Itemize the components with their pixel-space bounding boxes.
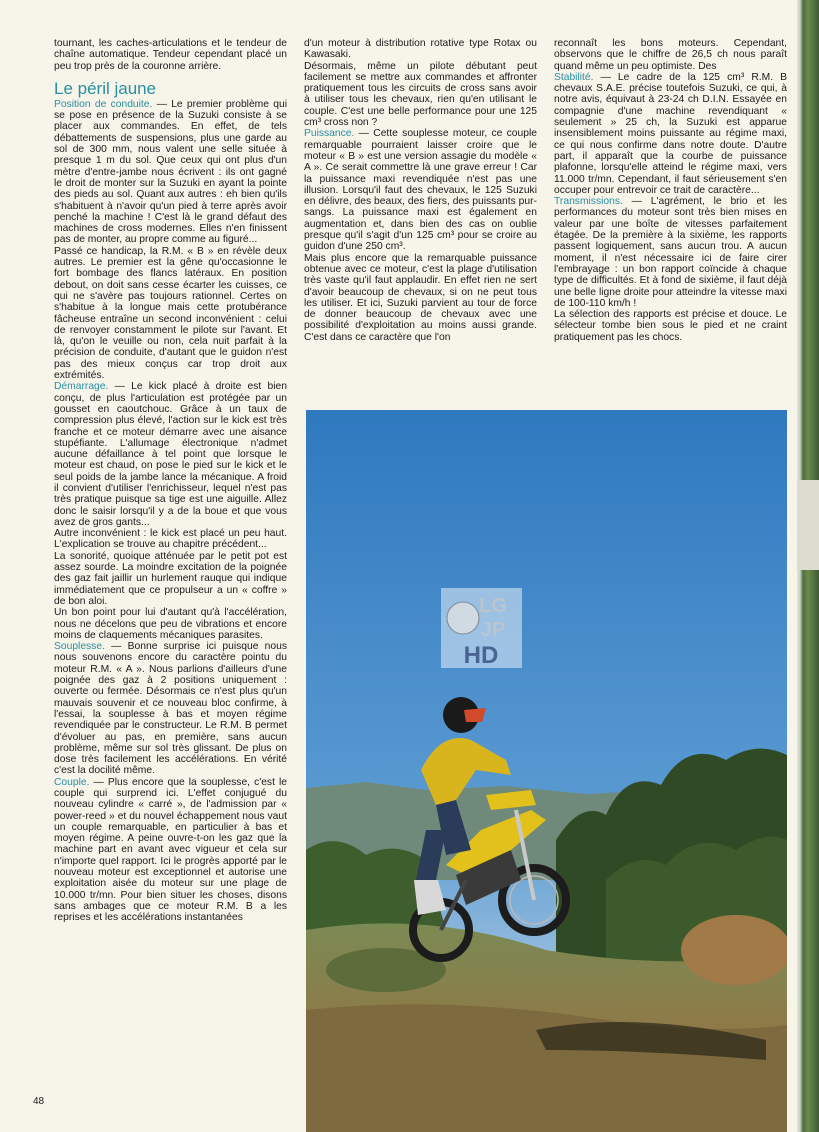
paragraph: La sonorité, quoique atténuée par le petit pot est assez sourde. La moindre excitation de la poignée des gaz fait jaillir un hurlement rauque qui indique immédiatement que ce propulseur a un « coffre » de bon aloi. [54, 550, 287, 607]
paragraph: Souplesse. — Bonne surprise ici puisque nous nous souvenons encore du caractère pointu du moteur R.M. « A ». Nous parlions d'ailleurs d'une poignée des gaz à 2 positions uniquement : ouverte ou fermée. Désormais ce n'est plus qu'un mauvais souvenir et ce nouveau bloc confirme, à l'essai, la souplesse à bas et moyen régime revendiquée par le constructeur. Le R.M. B permet d'évoluer au pas, en première, sans aucun problème, même sur sol très glissant. De plus on dose très facilement les accélérations. En vérité c'est la docilité même. [54, 641, 287, 777]
paragraph: d'un moteur à distribution rotative type Rotax ou Kawasaki. [304, 38, 537, 61]
paragraph: reconnaît les bons moteurs. Cependant, observons que le chiffre de 26,5 ch nous paraît quand même un peu optimiste. Des [554, 38, 787, 72]
motocross-photo [306, 410, 787, 1132]
subhead: Démarrage. [54, 381, 109, 393]
column-2 [304, 38, 537, 343]
page-number: 48 [33, 1096, 45, 1107]
paragraph: Désormais, même un pilote débutant peut facilement se mettre aux commandes et affronter pratiquement tous les circuits de cross sans avoir à utiliser tous les chevaux, rien qu'en utilisant le couple. C'est une belle performance pour une 125 cm³ cross non ? [304, 60, 537, 129]
page-edge-light [797, 480, 819, 570]
svg-text:JP: JP [480, 619, 506, 641]
paragraph: Stabilité. — Le cadre de la 125 cm³ R.M. B chevaux S.A.E. précise toutefois Suzuki, ce qui, à notre avis, équivaut à 23-24 ch D.I.N. Essayée en compagnie d'une machine revendiquant « seulement » 25 ch, la Suzuki est apparue insensiblement moins puissante au régime maxi, ce qui nous confirme dans notre doute. D'autre part, il apparaît que la courbe de puissance plafonne, lorsqu'elle atteind le régime maxi, vers 11.000 tr/mn. Cependant, il faut sérieusement s'en occuper pour entrevoir ce trait de caractère... [554, 71, 787, 196]
paragraph: Transmissions. — L'agrément, le brio et les performances du moteur sont très bien mises en valeur par une boîte de vitesses parfaitement étagée. De la première à la sixième, les rapports passent logiquement, sans aucun trou. A aucun moment, il n'est nécessaire ici de faire cirer l'embrayage : un bon rapport coïncide à chaque type de difficultés. Et à fond de sixième, il faut déjà une belle ligne droite pour atteindre la vitesse maxi de 100-110 km/h ! [554, 196, 787, 309]
intro-paragraph: tournant, les caches-articulations et le tendeur de chaîne automatique. Tendeur cependant placé un peu trop près de la couronne arrière. [54, 38, 287, 72]
paragraph: Puissance. — Cette souplesse moteur, ce couple remarquable pourraient laisser croire que le moteur « B » est une version assagie du modèle « A ». Ce serait commettre là une grave erreur ! Car la puissance maxi revendiquée n'est pas une illusion. Lorsqu'il faut des chevaux, le 125 Suzuki en délivre, des beaux, des fiers, des puissants pur-sangs. La puissance maxi est également en augmentation et, dans bien des cas on oublie presque qu'il s'agit d'un 125 cm³ pour se croire au guidon d'une 250 cm³. [304, 128, 537, 253]
column-3 [554, 38, 787, 343]
svg-text:HD: HD [463, 642, 499, 668]
section-title: Le péril jaune [54, 78, 157, 98]
subhead: Souplesse. [54, 641, 105, 653]
subhead: Puissance. [304, 128, 355, 140]
paragraph: Mais plus encore que la remarquable puissance obtenue avec ce moteur, c'est la plage d'utilisation très vaste qu'il faut applaudir. En effet rien ne sert d'avoir beaucoup de chevaux, si on ne peut tous les utiliser. Et ici, Suzuki parvient au tour de force de donner beaucoup de chevaux avec une possibilité d'exploitation au moins aussi grande. C'est dans ce caractère que l'on [304, 252, 537, 343]
paragraph: Passé ce handicap, la R.M. « B » en révèle deux autres. Le premier est la gêne qu'occasionne le fort bombage des flancs latéraux. En position debout, on doit sans cesse écarter les cuisses, ce qui ne s'avère pas toujours rationnel. Certes on s'habitue à la longue mais cette protubérance fâcheuse entraîne un second inconvénient : celui de renvoyer constamment le pilote sur l'avant. Et là, qu'on le veuille ou non, cela nuit parfait à la précision de conduite, d'autant que le guidon n'est pas des mieux conçus car trop droit aux extrémités. [54, 245, 287, 382]
paragraph: Position de conduite. — Le premier problème qui se pose en présence de la Suzuki consiste à se placer aux commandes. En effet, de tels débattements de suspensions, plus une garde au sol de 300 mm, nous valent une selle située à presque 1 m du sol. Que ceux qui ont plus d'un mètre d'entre-jambe nous écrivent : ils ont gagné le droit de monter sur la Suzuki en ayant la pointe des pieds au sol. Quant aux autres : eh bien qu'ils s'habituent à n'avoir qu'un pied à terre après avoir penché la machine ! C'est là le grand défaut des machines de cross modernes. Elles n'en finissent pas de monter, au propre comme au figuré... [54, 98, 287, 246]
svg-text:LG: LG [479, 595, 507, 617]
paragraph: Autre inconvénient : le kick est placé un peu haut. L'explication se trouve au chapitre précédent... [54, 528, 287, 551]
paragraph: Démarrage. — Le kick placé à droite est bien conçu, de plus l'articulation est protégée par un gousset en caoutchouc. Grâce à un taux de compression plus élevé, l'action sur le kick est très franche et ce moteur démarre avec une aisance stupéfiante. L'allumage électronique n'admet aucune défaillance à tel point que lorsque le moteur est chaud, on pose le pied sur le kick et le seul poids de la jambe lance la mécanique. A froid il convient d'utiliser l'enrichisseur, lequel n'est pas très pratique puisque sa tige est une aiguille. Allez donc le saisir lorsqu'il y a de la boue et que vous avez de gros gants... [54, 381, 287, 528]
subhead: Position de conduite. [54, 98, 153, 110]
subhead: Transmissions. [554, 196, 623, 208]
paragraph: Couple. — Plus encore que la souplesse, c'est le couple qui surprend ici. L'effet conjugué du nouveau cylindre « carré », de l'admission par « power-reed » et du nouvel échappement nous vaut un couple remarquable, en particulier à bas et moyen régime. A peine ouvre-t-on les gaz que la machine part en avant avec vigueur et cela sur n'importe quel rapport. Ici le progrès apporté par le nouveau moteur est exceptionnel et autorise une exploitation aisée du moteur sur une plage de 10.000 tr/mn. Pour bien situer les choses, disons sans ambages que ce moteur R.M. B a les reprises et les accélérations instantanées [54, 776, 287, 924]
watermark-logo [441, 588, 522, 668]
subhead: Couple. [54, 776, 90, 788]
paragraph: Un bon point pour lui d'autant qu'à l'accélération, nous ne décelons que peu de vibrations et encore moins de claquements mécaniques parasites. [54, 607, 287, 641]
subhead: Stabilité. [554, 71, 594, 83]
paragraph: La sélection des rapports est précise et douce. Le sélecteur tombe bien sous le pied et ne craint pratiquement pas les chocs. [554, 309, 787, 343]
column-1 [54, 38, 287, 924]
